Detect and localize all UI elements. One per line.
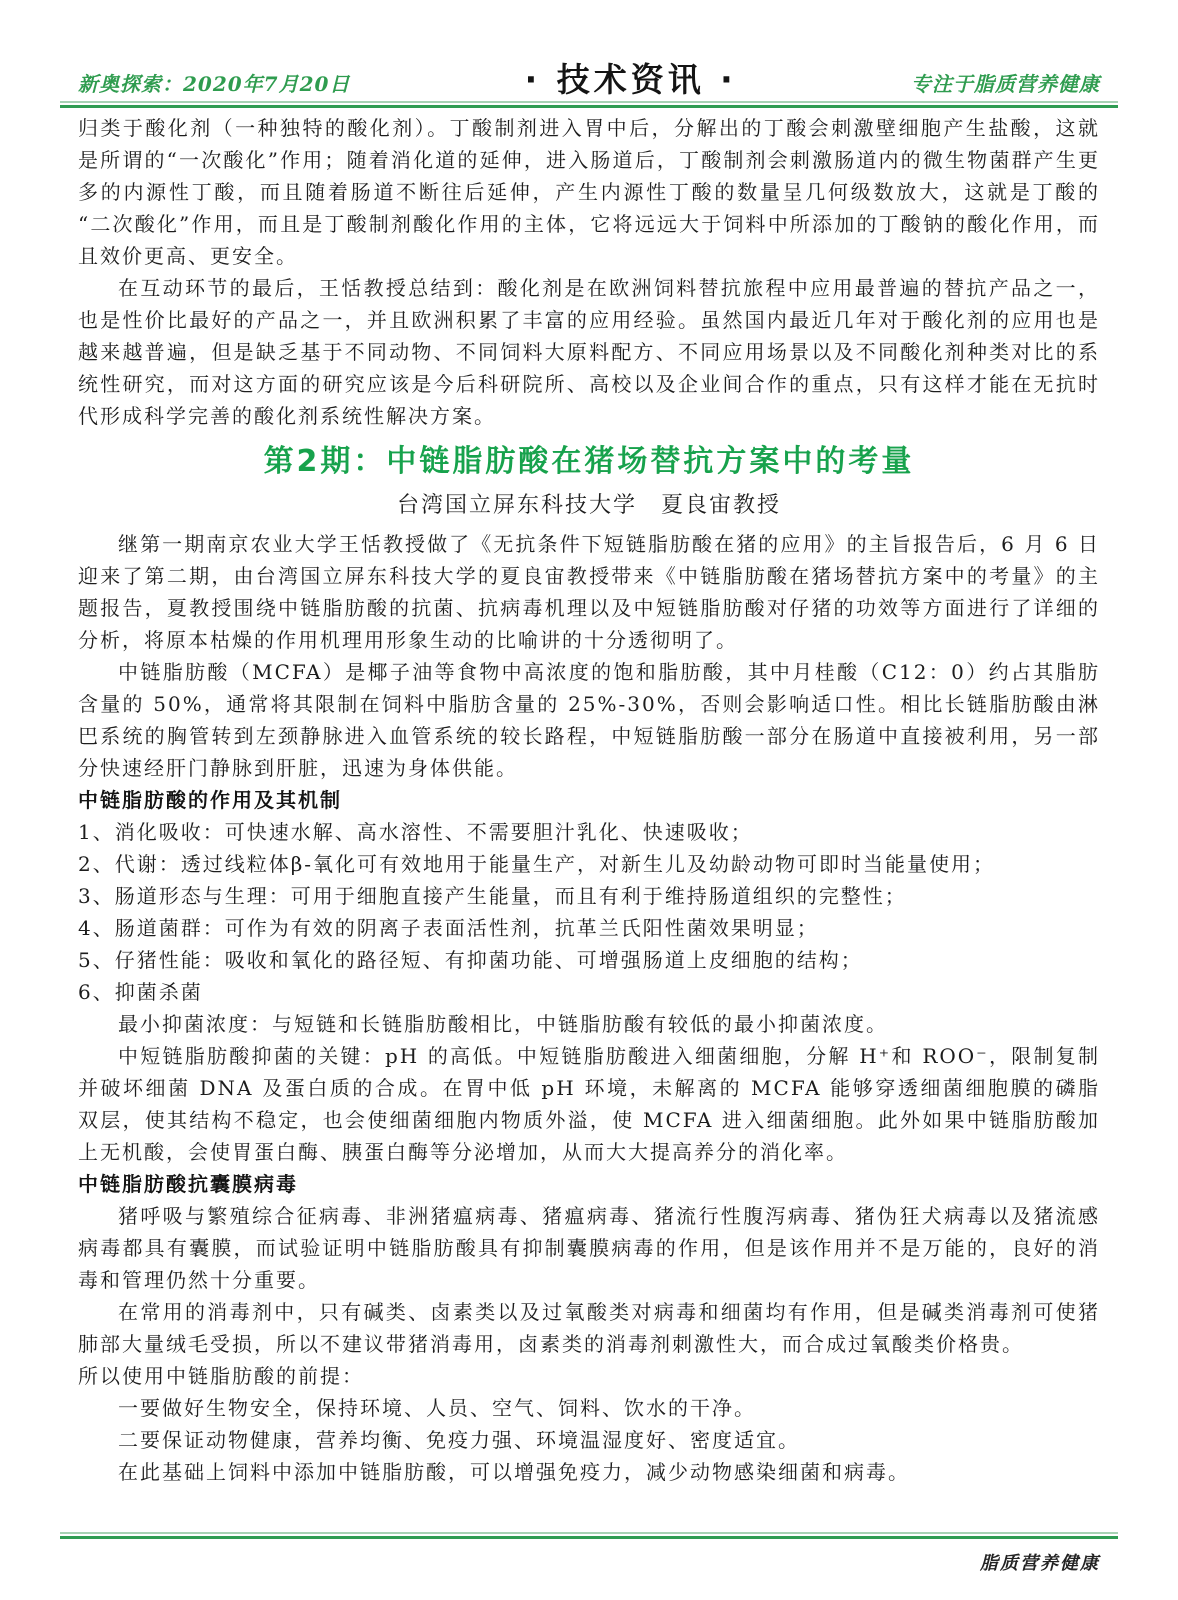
premise-item-3: 在此基础上饲料中添加中链脂肪酸，可以增强免疫力，减少动物感染细菌和病毒。 [118,1460,910,1484]
section-heading: 第2期：中链脂肪酸在猪场替抗方案中的考量 [263,444,915,479]
premise-item-1: 一要做好生物安全，保持环境、人员、空气、饲料、饮水的干净。 [118,1396,756,1420]
footer-brand: 脂质营养健康 [980,1553,1100,1574]
paragraph-mcfa-intro: 中链脂肪酸（MCFA）是椰子油等食物中高浓度的饱和脂肪酸，其中月桂酸（C12：0）约占其脂肪含量的 50%，通常将其限制在饲料中脂肪含量的 25%-30%，否则会影响适口性。相比长链脂肪酸由淋巴系统的胸管转到左颈静脉进入血管系统的较长路程，中短链脂肪酸一部分在肠道中直接被利用，另一部分快速经肝门静脉到肝脏，迅速为身体供能。 [78,660,1100,780]
paragraph-continuation: 归类于酸化剂（一种独特的酸化剂）。丁酸制剂进入胃中后，分解出的丁酸会刺激壁细胞产生盐酸，这就是所谓的“一次酸化”作用；随着消化道的延伸，进入肠道后，丁酸制剂会刺激肠道内的微生物菌群产生更多的内源性丁酸，而且随着肠道不断往后延伸，产生内源性丁酸的数量呈几何级数放大，这就是丁酸的“二次酸化”作用，而且是丁酸制剂酸化作用的主体，它将远远大于饲料中所添加的丁酸钠的酸化作用，而且效价更高、更安全。 [78,116,1100,268]
header-title: · 技术资讯 · [524,60,737,99]
paragraph-summary: 在互动环节的最后，王恬教授总结到：酸化剂是在欧洲饲料替抗旅程中应用最普遍的替抗产品之一，也是性价比最好的产品之一，并且欧洲积累了丰富的应用经验。虽然国内最近几年对于酸化剂的应用也是越来越普遍，但是缺乏基于不同动物、不同饲料大原料配方、不同应用场景以及不同酸化剂种类对比的系统性研究，而对这方面的研究应该是今后科研院所、高校以及企业间合作的重点，只有这样才能在无抗时代形成科学完善的酸化剂系统性解决方案。 [78,276,1100,428]
antivirus-heading: 中链脂肪酸抗囊膜病毒 [78,1172,298,1196]
footer-rule-light [60,1532,1118,1534]
article-body [60,108,1118,1488]
paragraph-disinfectants: 在常用的消毒剂中，只有碱类、卤素类以及过氧酸类对病毒和细菌均有作用，但是碱类消毒剂可使猪肺部大量绒毛受损，所以不建议带猪消毒用，卤素类的消毒剂刺激性大，而合成过氧酸类价格贵。 [78,1300,1100,1356]
header-rule [60,101,1118,108]
section-byline: 台湾国立屏东科技大学 夏良宙教授 [396,493,781,518]
mechanism-item-3: 3、肠道形态与生理：可用于细胞直接产生能量，而且有利于维持肠道组织的完整性； [78,884,907,908]
paragraph-report-intro: 继第一期南京农业大学王恬教授做了《无抗条件下短链脂肪酸在猪的应用》的主旨报告后，6 月 6 日迎来了第二期，由台湾国立屏东科技大学的夏良宙教授带来《中链脂肪酸在猪场替抗方案中的考量》的主题报告，夏教授围绕中链脂肪酸的抗菌、抗病毒机理以及中短链脂肪酸对仔猪的功效等方面进行了详细的分析，将原本枯燥的作用机理用形象生动的比喻讲的十分透彻明了。 [78,532,1100,652]
paragraph-mic: 最小抑菌浓度：与短链和长链脂肪酸相比，中链脂肪酸有较低的最小抑菌浓度。 [118,1012,888,1036]
footer-rule-dark [60,1536,1118,1539]
header-issue-date: 新奥探索：2020年7月20日 [78,72,351,96]
mechanism-item-6: 6、抑菌杀菌 [78,980,203,1004]
header-rule-light [60,101,1118,103]
page-footer [60,1532,1118,1575]
paragraph-envelope-virus: 猪呼吸与繁殖综合征病毒、非洲猪瘟病毒、猪瘟病毒、猪流行性腹泻病毒、猪伪狂犬病毒以及猪流感病毒都具有囊膜，而试验证明中链脂肪酸具有抑制囊膜病毒的作用，但是该作用并不是万能的，良好的消毒和管理仍然十分重要。 [78,1204,1100,1292]
header-slogan: 专注于脂质营养健康 [910,72,1100,96]
mechanism-item-4: 4、肠道菌群：可作为有效的阴离子表面活性剂，抗革兰氏阳性菌效果明显； [78,916,819,940]
page-inner [60,0,1118,1488]
premise-item-2: 二要保证动物健康，营养均衡、免疫力强、环境温湿度好、密度适宜。 [118,1428,800,1452]
mechanism-item-2: 2、代谢：透过线粒体β-氧化可有效地用于能量生产，对新生儿及幼龄动物可即时当能量使用； [78,852,996,876]
paragraph-inhibition-key: 中短链脂肪酸抑菌的关键：pH 的高低。中短链脂肪酸进入细菌细胞，分解 H⁺和 ROO⁻，限制复制并破坏细菌 DNA 及蛋白质的合成。在胃中低 pH 环境，未解离的 MCFA 能够穿透细菌细胞膜的磷脂双层，使其结构不稳定，也会使细菌细胞内物质外溢，使 MCFA 进入细菌细胞。此外如果中链脂肪酸加上无机酸，会使胃蛋白酶、胰蛋白酶等分泌增加，从而大大提高养分的消化率。 [78,1044,1100,1164]
mechanism-item-1: 1、消化吸收：可快速水解、高水溶性、不需要胆汁乳化、快速吸收； [78,820,753,844]
page-header [60,0,1118,101]
paragraph-premise-lead: 所以使用中链脂肪酸的前提： [78,1364,364,1388]
mechanism-heading: 中链脂肪酸的作用及其机制 [78,788,342,812]
footer-rule [60,1532,1118,1539]
mechanism-item-5: 5、仔猪性能：吸收和氧化的路径短、有抑菌功能、可增强肠道上皮细胞的结构； [78,948,863,972]
